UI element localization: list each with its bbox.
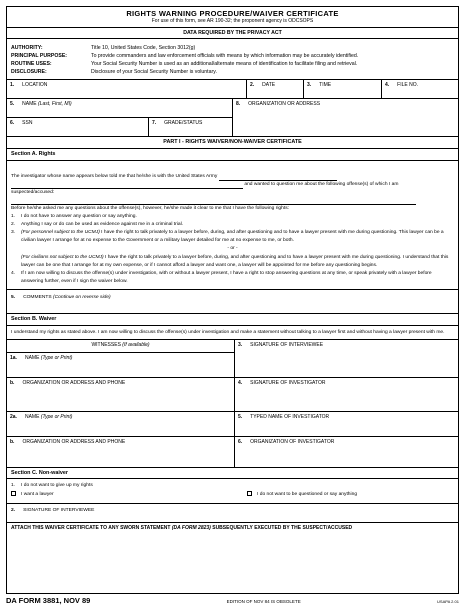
- field-label: NAME: [24, 413, 40, 420]
- right-number: 1.: [11, 214, 16, 220]
- investigator-signature-field[interactable]: [235, 378, 458, 412]
- privacy-label: PRINCIPAL PURPOSE:: [11, 53, 68, 60]
- privacy-value: Disclosure of your Social Security Number is voluntary.: [91, 69, 217, 76]
- non-waiver-statement: [11, 482, 454, 490]
- field-number: 6.: [10, 120, 15, 127]
- field-label: LOCATION: [22, 82, 48, 89]
- privacy-row-purpose: [11, 52, 454, 60]
- field-label: ORGANIZATION OR ADDRESS AND PHONE: [22, 379, 126, 386]
- field-number: 4.: [385, 82, 390, 89]
- privacy-label: AUTHORITY:: [11, 45, 43, 52]
- field-label: SIGNATURE OF INTERVIEWEE: [250, 341, 324, 348]
- grade-status-field[interactable]: [149, 118, 232, 136]
- comments-field[interactable]: [7, 290, 458, 314]
- right-number: 4.: [11, 270, 16, 276]
- field-label: SIGNATURE OF INTERVIEWEE: [23, 508, 95, 514]
- suspected-label: suspected/accused:: [11, 189, 55, 195]
- section-b-heading: Section B. Waiver: [7, 314, 458, 326]
- right-text: If I am now willing to discuss the offense(s) under investigation, with or without a lawyer present, I have a right to stop answering questions at any time, or speak privately with a lawyer before answering further, even if I sign the waiver below.: [21, 270, 432, 284]
- field-number: b.: [10, 379, 15, 386]
- item-text: I do not want to give up my rights: [21, 483, 93, 489]
- field-label: ORGANIZATION OF INVESTIGATOR: [250, 438, 335, 445]
- witnesses-column: [7, 340, 235, 467]
- suspected-line: [11, 189, 454, 205]
- name-field[interactable]: [7, 99, 232, 118]
- investigator-name-field[interactable]: [235, 412, 458, 437]
- field-number: b.: [10, 438, 15, 445]
- section-c-heading: Section C. Non-waiver: [7, 468, 458, 480]
- right-text: [21, 254, 454, 270]
- section-a-heading: Section A. Rights: [7, 149, 458, 161]
- field-label: NAME: [24, 354, 40, 361]
- waiver-text: I understand my rights as stated above. I am now willing to discuss the offense(s) under investigation and make a statement without talking to a lawyer first and without having a lawyer present with me.: [7, 326, 458, 340]
- army-unit-line[interactable]: [219, 175, 337, 181]
- right-body: I have the right to talk privately to a lawyer before, during, and after questioning and to have a lawyer present with me during questioning. This lawyer can be a civilian lawyer I arrange for at no expense to the Government or a military lawyer detailed for me at no expense to me, or both.: [21, 230, 444, 244]
- right-text: Anything I say or do can be used as evidence against me in a criminal trial.: [21, 222, 184, 228]
- right-item-2: [11, 221, 454, 229]
- attach-instruction: [7, 523, 458, 533]
- right-item-3: [11, 229, 454, 245]
- privacy-row-disclosure: [11, 68, 454, 76]
- privacy-value: To provide commanders and law enforcement officials with means by which information may be accurately identified.: [91, 53, 359, 60]
- attach-text: ATTACH THIS WAIVER CERTIFICATE TO ANY SWORN STATEMENT: [11, 525, 171, 532]
- lawyer-option[interactable]: [11, 491, 247, 499]
- privacy-row-routine-uses: [11, 60, 454, 68]
- right-item-1: [11, 213, 454, 221]
- section-a-body: [7, 161, 458, 290]
- witness-1-name-field[interactable]: [7, 353, 234, 378]
- non-waiver-block: [7, 479, 458, 504]
- file-no-field[interactable]: [382, 80, 458, 98]
- identity-group: [7, 99, 233, 136]
- privacy-value: Title 10, United States Code, Section 3012(g): [91, 45, 196, 52]
- field-label: TIME: [319, 82, 332, 89]
- field-hint: (Last, First, MI): [38, 101, 72, 108]
- witnesses-hint: (If available): [122, 341, 150, 348]
- intro-line-2: [11, 181, 454, 189]
- option-label: I do not want to be questioned or say anything: [257, 491, 358, 497]
- non-waiver-options: [11, 491, 454, 499]
- before-text: Before he/she asked me any questions about the offense(s), however, he/she made it clear to me that I have the following rights:: [11, 206, 290, 211]
- privacy-value: Your Social Security Number is used as an additional/alternate means of identification to facilitate filing and retrieval.: [91, 61, 358, 68]
- ssn-grade-row: [7, 118, 232, 136]
- field-label: NAME: [22, 101, 37, 108]
- fields-row-1: [7, 80, 458, 99]
- privacy-label: DISCLOSURE:: [11, 69, 47, 76]
- right-body: I have the right to talk privately to a lawyer before, during, and after questioning and to have a lawyer present with me during questioning. I understand that this lawyer can be one that I arrange for at my own expense, or if I cannot afford a lawyer and want one, a lawyer will be appointed for me before any questioning begins.: [21, 254, 449, 268]
- field-number: 4.: [238, 379, 243, 386]
- field-number: 3.: [307, 82, 312, 89]
- field-number: 3.: [238, 341, 243, 348]
- silent-option[interactable]: [247, 491, 454, 499]
- investigator-organization-field[interactable]: [235, 437, 458, 467]
- field-label: FILE NO.: [397, 82, 419, 89]
- right-item-4: [11, 270, 454, 286]
- non-waiver-signature-field[interactable]: [7, 504, 458, 523]
- ssn-field[interactable]: [7, 118, 149, 136]
- field-label: GRADE/STATUS: [164, 120, 203, 127]
- field-number: 1.: [10, 82, 15, 89]
- privacy-row-authority: [11, 44, 454, 52]
- witnesses-heading: [7, 340, 234, 353]
- field-label: SSN: [22, 120, 33, 127]
- attach-form-ref: (DA FORM 2823): [171, 525, 211, 532]
- field-number: 5.: [10, 101, 15, 108]
- privacy-label: ROUTINE USES:: [11, 61, 52, 68]
- rights-warning-form: [6, 6, 459, 594]
- field-label: TYPED NAME OF INVESTIGATOR: [250, 413, 330, 420]
- field-label: COMMENTS: [23, 294, 52, 300]
- interviewee-signature-field[interactable]: [235, 340, 458, 378]
- item-number: 1.: [11, 483, 16, 489]
- field-number: 8.: [236, 101, 241, 108]
- field-number: 2.: [250, 82, 255, 89]
- field-number: 5.: [238, 413, 243, 420]
- form-title: RIGHTS WARNING PROCEDURE/WAIVER CERTIFICATE: [126, 9, 339, 18]
- right-number: 3.: [11, 230, 16, 236]
- date-field[interactable]: [247, 80, 304, 98]
- field-number: 6.: [238, 438, 243, 445]
- waiver-signature-grid: [7, 340, 458, 468]
- field-label: ORGANIZATION OR ADDRESS AND PHONE: [22, 438, 126, 445]
- witness-2-name-field[interactable]: [7, 412, 234, 437]
- lawyer-checkbox[interactable]: [11, 491, 16, 496]
- field-hint: (Type or Print): [40, 413, 73, 420]
- field-number: 5.: [11, 294, 16, 300]
- right-qualifier: (For personnel subject to the UCMJ): [21, 230, 100, 236]
- privacy-heading: DATA REQUIRED BY THE PRIVACY ACT: [7, 28, 458, 40]
- silent-checkbox[interactable]: [247, 491, 252, 496]
- right-number: 2.: [11, 222, 16, 228]
- civilian-right: [11, 254, 454, 270]
- witness-2-address-field[interactable]: [7, 437, 234, 467]
- part-1-heading: PART I - RIGHTS WAIVER/NON-WAIVER CERTIFICATE: [7, 137, 458, 149]
- indent-spacer: [11, 254, 21, 270]
- field-number: 7.: [152, 120, 157, 127]
- intro-text: and wanted to question me about the following offense(s) of which I am: [244, 181, 399, 187]
- investigator-line[interactable]: [11, 183, 243, 189]
- field-label: ORGANIZATION OR ADDRESS: [248, 101, 321, 108]
- signatures-column: [235, 340, 458, 467]
- right-text: [21, 229, 454, 245]
- field-hint: (Type or Print): [40, 354, 73, 361]
- version-label: USAPA 2.01: [437, 599, 459, 604]
- organization-field[interactable]: [233, 99, 458, 136]
- option-label: I want a lawyer: [21, 491, 54, 497]
- intro-text: The investigator whose name appears below told me that he/she is with the United States Army: [11, 173, 218, 179]
- intro-line-1: [11, 173, 454, 181]
- witness-1-address-field[interactable]: [7, 378, 234, 412]
- edition-note: EDITION OF NOV 84 IS OBSOLETE: [226, 599, 301, 604]
- attach-text: SUBSEQUENTLY EXECUTED BY THE SUSPECT/ACCUSED: [212, 525, 353, 532]
- field-number: 1a.: [10, 354, 17, 361]
- field-hint: (Continue on reverse side): [52, 294, 111, 300]
- field-number: 2.: [11, 508, 16, 514]
- privacy-act-block: [7, 39, 458, 80]
- location-field[interactable]: [7, 80, 247, 98]
- field-label: SIGNATURE OF INVESTIGATOR: [250, 379, 326, 386]
- field-label: DATE: [262, 82, 276, 89]
- witnesses-label: WITNESSES: [91, 341, 121, 348]
- or-separator: - or -: [227, 246, 238, 252]
- right-text: I do not have to answer any question or say anything.: [21, 214, 137, 220]
- form-subtitle: For use of this form, see AR 190-32; the proponent agency is ODCSOPS: [7, 18, 458, 27]
- fields-row-2: [7, 99, 458, 137]
- field-number: 2a.: [10, 413, 17, 420]
- form-id: DA FORM 3881, NOV 89: [6, 596, 91, 605]
- time-field[interactable]: [304, 80, 382, 98]
- right-qualifier: (For civilians not subject to the UCMJ): [21, 254, 104, 260]
- form-footer: [6, 596, 459, 605]
